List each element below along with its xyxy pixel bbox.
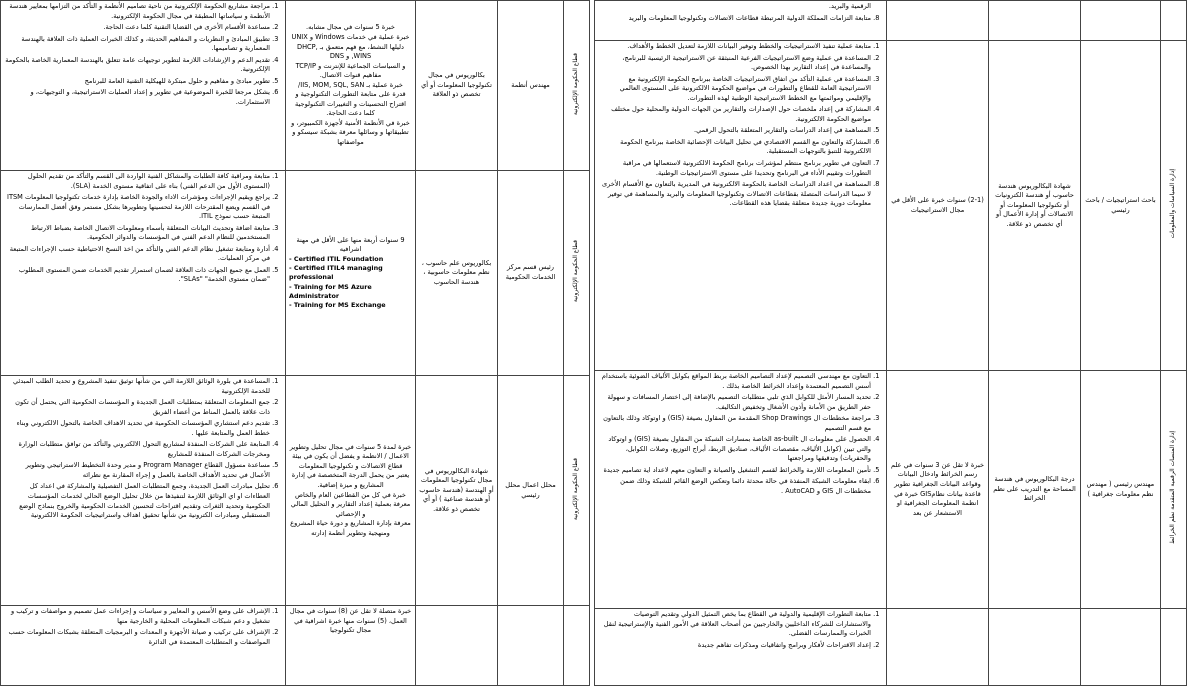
list-item: 1. المساعدة في بلورة الوثائق اللازمة التي من شأنها توثيق تنفيذ المشروع و تحديد الطلب المبدئي للخدمة الإلكترونية xyxy=(4,377,270,396)
category-cell xyxy=(1161,1,1187,41)
experience-cell: خبرة لا تقل عن 3 سنوات في علم رسم الخرائط وادخال البيانات وقواعد البيانات الجغرافية تطوير قاعدة بيانات نظامGIS خبرة في انظمة المعلومات الجغرافية او الاستشعار عن بعد xyxy=(887,371,989,609)
list-item: 4. الحصول على معلومات ال as-built الخاصة بمسارات الشبكة من المقاول بصيغة (GIS) و اوتوكاد والتي تبين (كوابل الألياف، مقصصات الألياف، صناديق الربط، أبراج التوزيع، وصلات الكوابل، والحفريات) وتدقيقها ومراجعتها xyxy=(598,435,871,464)
experience-cell: 9 سنوات أربعة منها على الأقل في مهنة اشرافيه - Certified ITIL Foundation - Certified ITIL4 managing professional - Training for MS Azure Administrator - Training for MS Exchange xyxy=(286,171,416,376)
qualification-cell: بكالوريوس في مجال تكنولوجيا المعلومات أو أي تخصص ذو العلاقة xyxy=(416,1,498,171)
category-cell: قطاع الحكومة الإلكترونية xyxy=(564,376,590,606)
list-item: 4. المتابعة على الشركات المنفذة لمشاريع التحول الالكتروني والتأكد من توافق متطلبات الوزارة ومخرجات الشركات المنفذة للمشاريع xyxy=(4,440,270,459)
table-row xyxy=(595,609,1187,686)
tasks-cell xyxy=(1,1,286,171)
list-item: 8. المساهمة في اعداد الدراسات الخاصة بالحكومة الالكترونية في المديرية بالتعاون مع الأقسام الأخرى لا سيما الدراسات المتصلة بقطاعات الاتصالات وتكنولوجيا المعلومات والبريد والمساهمة في توفير معلومات دورية جديدة متعلقة بقضايا هذه القطاعات. xyxy=(598,180,871,209)
qualification-cell xyxy=(989,1,1081,41)
list-item: 6. يشكل مرجعا للخبرة الموضوعية في تطوير و إعداد العمليات الاستراتيجية، و التوجيهات، و الاستثمارات. xyxy=(4,88,270,107)
list-item: 1. الإشراف على وضع الأسس و المعايير و سياسات و إجراءات عمل تصميم و مواصفات و تركيب و تشغيل و دعم شبكات المعلومات المحلية و الخارجية منها xyxy=(4,607,270,626)
table-row xyxy=(1,1,590,171)
list-item: 5. المساهمة في إعداد الدراسات والتقارير المتعلقة بالتحول الرقمي. xyxy=(598,126,871,136)
tasks-cell xyxy=(1,171,286,376)
qualification-cell xyxy=(416,606,498,686)
experience-cell: (2-1) سنوات خبرة على الأقل في مجال الاستراتيجيات xyxy=(887,41,989,371)
table-row xyxy=(595,371,1187,609)
category-cell xyxy=(1161,609,1187,686)
list-item: 3. مراجعة مخططات ال Shop Drawings المقدمة من المقاول بصيغة (GIS) و اوتوكاد وذلك بالتعاون مع قسم التصميم xyxy=(598,414,871,433)
list-item: 5. تطوير مبادئ و مفاهيم و حلول مبتكرة للهيكلية التقنية العامة للبرنامج xyxy=(4,77,270,87)
list-item: 2. يراجع ويقيم الإجراءات ومؤشرات الاداء والجودة الخاصة بإدارة خدمات تكنولوجيا المعلومات ITSM في القسم ويضع المقترحات اللازمة لتحسينها وتطويرها بشكل مستمر وفق أفضل الممارسات المتبعة حسب نموذج ITIL. xyxy=(4,193,270,222)
list-item: 4. تقديم الدعم و الإرشادات اللازمة لتطوير توجيهات عامة تتعلق بالهندسة المعمارية الخاصة بالحكومة الإلكترونية. xyxy=(4,56,270,75)
list-item: الرقمية والبريد. xyxy=(828,2,871,10)
list-item: 3. تطبيق المبادئ و النظريات و المفاهيم الحديثة، و كذلك الخبرات العملية ذات العلاقة بالهندسة المعمارية و تصاميمها. xyxy=(4,35,270,54)
table-row xyxy=(1,171,590,376)
certifications-list: - Certified ITIL Foundation - Certified ITIL4 managing professional - Training for MS Azure Administrator - Training for MS Exchange xyxy=(289,254,386,310)
list-item: 6. المشاركة والتعاون مع القسم الاقتصادي في تحليل البيانات الإحصائية الخاصة ببرنامج الحكومة الالكترونية للتنبؤ بالتوجهات المستقبلية. xyxy=(598,138,871,157)
tasks-cell xyxy=(595,371,887,609)
list-item: 6. تحليل مبادرات العمل الجديدة، وجمع المتطلبات العمل التفصيلية والمشاركة في اعداد كل العطاءات او اي الوثائق اللازمة لتنفيذها من خلال تحليل الوضع الحالي لخدمات المؤسسات الحكومية وتحديد الثغرات وتقديم اقتراحات لتحسين الخدمات الحكومية والخروج بنماذج الوضع المستقبلي ومبادرات الكترونية من شأنها تحقيق اهداف واستراتيجيات الحكومة الالكترونية xyxy=(4,482,270,520)
experience-cell: خبرة 5 سنوات في مجال مشابه. خبرة عملية في خدمات Windows و UNIX دليلها النشط، مع فهم متعمق بـ DHCP, WINS, و DNS و السياسات الجماعية للإنترنت و TCP/IP مفاهيم قنوات الاتصال. خبرة عملية بـ IIS, MOM, SQL, SAN/ قدرة على متابعة التطورات التكنولوجية و اقتراح التحسينات و التغييرات التكنولوجية كلما دعت الحاجة. خبرة في الأنظمة الأمنية لأجهزة الكمبيوتر، و تطبيقاتها و وسائلها معرفة بشبكة سيسكو و مواصفاتها xyxy=(286,1,416,171)
list-item: 2. المساعدة في عملية وضع الاستراتيجيات الفرعية المنبثقة عن الاستراتيجية الرئيسية للبرنامج، والمساعدة في إعداد التقارير بهذا الخصوص. xyxy=(598,54,871,73)
job-title-cell xyxy=(1081,1,1161,41)
experience-cell xyxy=(887,609,989,686)
list-item: 7. التعاون في تطوير برنامج منتظم لمؤشرات برنامج الحكومة الالكترونية لاستعمالها في مراقبة التطورات وتقييم الأداء في البرنامج وتحديدا على مستوى الاستراتيجيات الوطنية. xyxy=(598,159,871,178)
list-item: 1. متابعة ومراقبة كافة الطلبات والمشاكل الفنية الواردة الى القسم والتأكد من تقديم الحلول (المستوى الأول من الدعم الفني) بناء على اتفاقية مستوى الخدمة (SLA). xyxy=(4,172,270,191)
list-item: 5. تأمين المعلومات اللازمة والخرائط لقسم التشغيل والصيانة و التعاون معهم لاعداد اية تصاميم جديدة xyxy=(598,466,871,476)
table-row xyxy=(1,606,590,686)
category-cell: إدارة المنصات الرقمية المتقدمة نظم الخرائط xyxy=(1161,371,1187,609)
tasks-cell xyxy=(595,1,887,41)
job-title-cell xyxy=(498,606,564,686)
table-row xyxy=(1,376,590,606)
qualification-cell: شهادة البكالوريوس هندسة حاسوب أو هندسة الكترونيات أو تكنولوجيا المعلومات أو الاتصالات أو إدارة الأعمال أو أي تخصص ذو علاقة. xyxy=(989,41,1081,371)
list-item: 1. متابعة التطورات الإقليمية والدولية في القطاع بما يخص التمثيل الدولي وتقديم التوصيات والاستشارات للشركاء الداخليين والخارجيين من أصحاب العلاقة في الأمور الفنية والإستراتيجية لنقل الخبرات والممارسات الفضلى. xyxy=(598,610,871,639)
right-job-table xyxy=(594,0,1187,686)
list-item: 5. مساعدة مسؤول القطاع Program Manager و مدير وحدة التخطيط الاستراتيجي وتطوير الأعمال في تحديد الأهداف الخاصة بالعمل و إجراء المقارنة مع نظرائه xyxy=(4,461,270,480)
list-item: 6. ابقاء معلومات الشبكة المنفذة في حالة محدثة دائما وتعكس الوضع القائم للشبكة وذلك ضمن مخططات ال GIS و AutoCAD . xyxy=(598,477,871,496)
category-cell: قطاع الحكومة الإلكترونية xyxy=(564,171,590,376)
experience-cell: خبرة متصلة لا تقل عن (8) سنوات في مجال العمل، (5) سنوات منها خبرة اشرافية في مجال تكنولوجيا xyxy=(286,606,416,686)
left-job-table xyxy=(0,0,590,686)
job-title-cell: مهندس رئيسي ( مهندس نظم معلومات جغرافية ) xyxy=(1081,371,1161,609)
category-cell: قطاع الحكومة الإلكترونية xyxy=(564,1,590,171)
list-item: 2. تحديد المسار الأمثل للكوابل الذي تلبي متطلبات التصميم بالإضافة إلى اختصار المسافات و سهولة حفر الطريق من الأمانة وأذون الأشغال وتخفيض التكاليف. xyxy=(598,393,871,412)
job-title-cell: رئيس قسم مركز الخدمات الحكومية xyxy=(498,171,564,376)
job-title-cell: محلل اعمال محلل رئيسي xyxy=(498,376,564,606)
list-item: 5. العمل مع جميع الجهات ذات العلاقة لضمان استمرار تقديم الخدمات ضمن المستوى المطلوب "ضمان مستوى الخدمة" "SLAs". xyxy=(4,266,270,285)
job-title-cell: باحث استراتيجيات / باحث رئيسي xyxy=(1081,41,1161,371)
qualification-cell: بكالوريوس علم حاسوب ، نظم معلومات حاسوبية ، هندسة الحاسوب xyxy=(416,171,498,376)
table-row xyxy=(595,41,1187,371)
list-item: 1. مراجعة مشاريع الحكومة الإلكترونية من ناحية تصاميم الأنظمة و التأكد من التزامها بمعايير هندسة الأنظمة و سياساتها المطبقة في مجال الحكومة الإلكترونية. xyxy=(4,2,270,21)
list-item: 4. المشاركة في إعداد ملخصات حول الإصدارات والتقارير من الجهات الدولية والمحلية حول مختلف مواضيع الحكومة الالكترونية. xyxy=(598,105,871,124)
list-item: 2. جمع المعلومات المتعلقة بمتطلبات العمل الجديدة و المؤسسات الحكومية التي يحتمل أن تكون ذات علاقة بالعمل المناط من أعضاء الفريق xyxy=(4,398,270,417)
experience-cell: خبرة لمدة 5 سنوات في مجال تحليل وتطوير الاعمال / الانظمة و يفضل أن يكون في بيئة قطاع الاتصالات و تكنولوجيا المعلومات يعتبر من يحمل الدرجة المتخصصة في إدارة المشاريع و ميزة إضافية. خبرة في كل من القطاعين العام والخاص معرفة بعملية إعداد التقارير و التحليل المالي و الإحصائي معرفة بإدارة المشاريع و دورة حياة المشروع ومنهجية وتطوير أنظمة إدارته xyxy=(286,376,416,606)
tasks-cell xyxy=(1,376,286,606)
list-item: 3. المساعدة في عملية التأكد من اتفاق الاستراتيجيات الخاصة ببرنامج الحكومة الإلكترونية مع الاستراتيجية العامة للقطاع والتطورات في مواضيع الحكومة الالكترونية على المستوى العالمي والإقليمي وموائمتها مع الخطط الاستراتيجية الوطنية لهذه التطورات. xyxy=(598,75,871,104)
left-table-panel xyxy=(0,0,590,686)
qualification-cell xyxy=(989,609,1081,686)
list-item: 2. إعداد الاقتراحات لأفكار وبرامج واتفاقيات ومذكرات تفاهم جديدة xyxy=(598,641,871,651)
list-item: 2. الإشراف على تركيب و صيانة الأجهزة و المعدات و البرمجيات المتعلقة بشبكات المعلومات حسب المواصفات و المتطلبات المعتمدة في الدائرة xyxy=(4,628,270,647)
category-cell: إدارة السياسات والمعلومات xyxy=(1161,41,1187,371)
list-item: 3. تقديم دعم استشاري المؤسسات الحكومية في تحديد الاهداف الخاصة بالتحول الالكتروني وبناء خطط العمل والمتابعة عليها . xyxy=(4,419,270,438)
category-cell xyxy=(564,606,590,686)
tasks-cell xyxy=(1,606,286,686)
experience-cell xyxy=(887,1,989,41)
list-item: 1. التعاون مع مهندسي التصميم لإعداد التصاميم الخاصة بربط المواقع بكوابل الألياف الضوئية باستخدام أسس التصميم المعتمدة وإعداد الخرائط الخاصة بذلك . xyxy=(598,372,871,391)
table-row xyxy=(595,1,1187,41)
qualification-cell: درجة البكالوريوس في هندسة المساحة مع التدريب على نظم الخرائط xyxy=(989,371,1081,609)
list-item: 3. متابعة اضافة وتحديث البيانات المتعلقة بأسماء ومعلومات الاتصال الخاصة بضباط الارتباط المستخدمين للنظام الدعم الفني في المؤسسات والدوائر الحكومية. xyxy=(4,224,270,243)
job-title-cell xyxy=(1081,609,1161,686)
right-table-panel xyxy=(594,0,1187,686)
list-item: 4. أدارة ومتابعة تشغيل نظام الدعم الفني والتأكد من اخذ النسخ الاحتياطية حسب الإجراءات المتبعة في مركز العمليات. xyxy=(4,245,270,264)
list-item: 8. متابعة التزامات المملكة الدولية المرتبطة قطاعات الاتصالات وتكنولوجيا المعلومات والبريد xyxy=(598,14,871,24)
tasks-cell xyxy=(595,41,887,371)
qualification-cell: شهادة البكالوريوس في مجال تكنولوجيا المعلومات أو الهندسة (هندسة حاسوب أو هندسة صناعية ) أو أي تخصص ذو علاقة. xyxy=(416,376,498,606)
job-title-cell: مهندس أنظمة xyxy=(498,1,564,171)
list-item: 1. متابعة عملية تنفيذ الاستراتيجيات والخطط وتوفير البيانات اللازمة لتعديل الخطط والأهداف. xyxy=(598,42,871,52)
tasks-cell xyxy=(595,609,887,686)
list-item: 2. مساعدة الأقسام الأخرى في القضايا التقنية كلما دعت الحاجة. xyxy=(4,23,270,33)
